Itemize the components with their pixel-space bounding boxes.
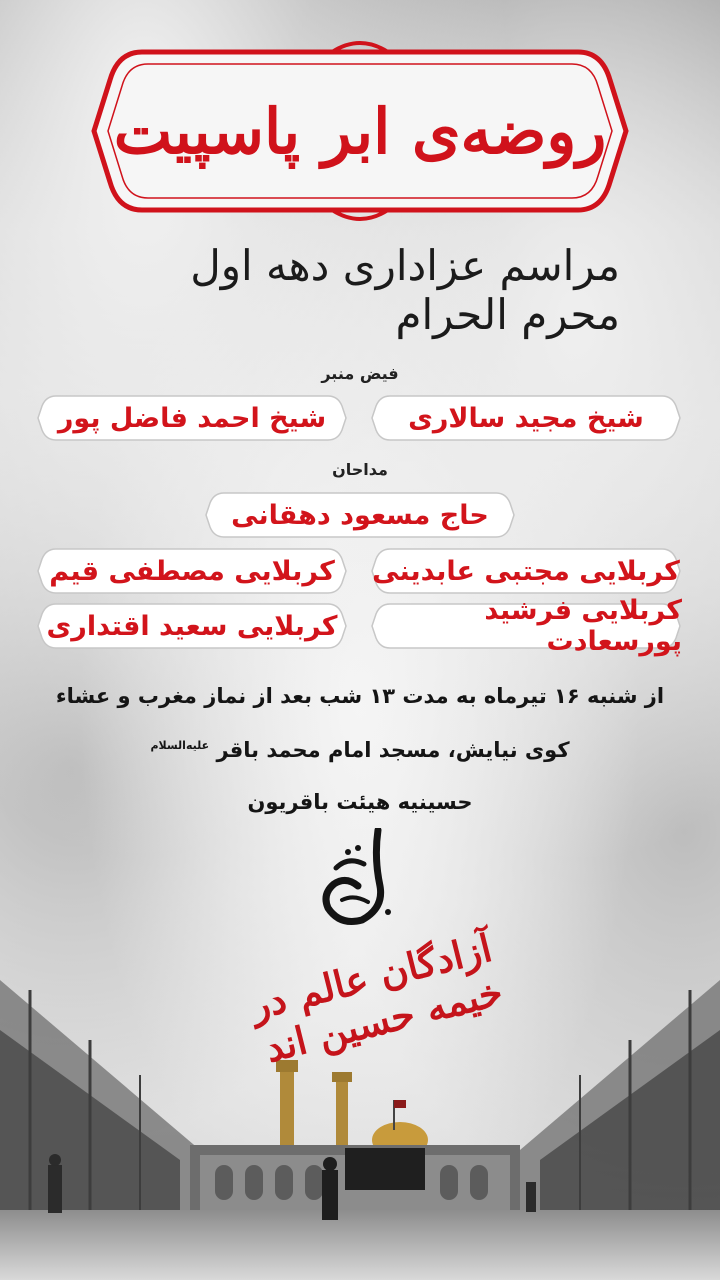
location-text: کوی نیایش، مسجد امام محمد باقر — [216, 738, 570, 762]
speakers-label: فیض منبر — [321, 364, 399, 383]
speaker-name-box — [370, 394, 682, 442]
eulogist-name-box — [370, 547, 682, 595]
speaker-name: شیخ مجید سالاری — [408, 402, 644, 434]
eulogist-name: کربلایی مصطفی قیم — [49, 555, 335, 587]
honorific-text: علیه‌السلام — [150, 739, 210, 752]
slogan-calligraphy: آزادگان عالم در خیمه حسین اند — [245, 924, 508, 1071]
eulogist-name: کربلایی فرشید پورسعادت — [484, 595, 682, 657]
lead-eulogist-box — [204, 491, 516, 539]
venue-line: حسینیه هیئت باقریون — [247, 790, 473, 814]
eulogist-name: کربلایی مجتبی عابدینی — [372, 555, 680, 587]
eulogists-label: مداحان — [332, 460, 388, 479]
calligraphy-emblem-icon — [318, 828, 402, 926]
speaker-name-box — [36, 394, 348, 442]
speaker-name: شیخ احمد فاضل پور — [57, 402, 327, 434]
eulogist-name-box — [36, 547, 348, 595]
schedule-line: از شنبه ۱۶ تیرماه به مدت ۱۳ شب بعد از نماز مغرب و عشاء — [55, 684, 665, 708]
eulogist-name-box — [36, 602, 348, 650]
lead-eulogist-name: حاج مسعود دهقانی — [231, 499, 489, 531]
location-line — [0, 738, 720, 762]
eulogist-name-box — [370, 595, 682, 657]
eulogist-name: کربلایی سعید اقتداری — [46, 610, 338, 642]
event-title: روضه‌ی ابر پاسپیت — [113, 94, 607, 168]
title-frame — [82, 40, 638, 222]
event-subtitle: مراسم عزاداری دهه اول محرم الحرام — [190, 241, 620, 339]
